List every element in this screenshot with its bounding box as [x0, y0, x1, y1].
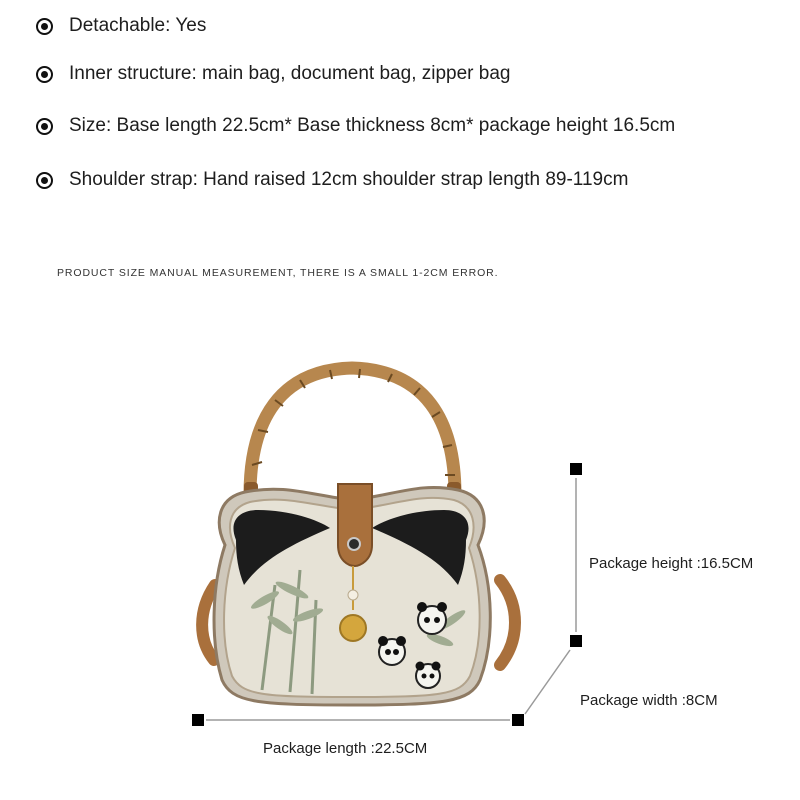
spec-text: Shoulder strap: Hand raised 12cm shoulder strap length 89-119cm [69, 169, 629, 190]
width-label: Package width :8CM [580, 692, 718, 709]
spec-text: Detachable: Yes [69, 15, 207, 36]
width-line [525, 650, 570, 714]
spec-text: Size: Base length 22.5cm* Base thickness 8cm* package height 16.5cm [69, 115, 676, 136]
height-label: Package height :16.5CM [589, 555, 754, 572]
length-label: Package length :22.5CM [263, 740, 428, 757]
spec-text: Inner structure: main bag, document bag, zipper bag [69, 63, 511, 84]
measurement-note: PRODUCT SIZE MANUAL MEASUREMENT, THERE IS A SMALL 1-2CM ERROR. [57, 267, 499, 279]
